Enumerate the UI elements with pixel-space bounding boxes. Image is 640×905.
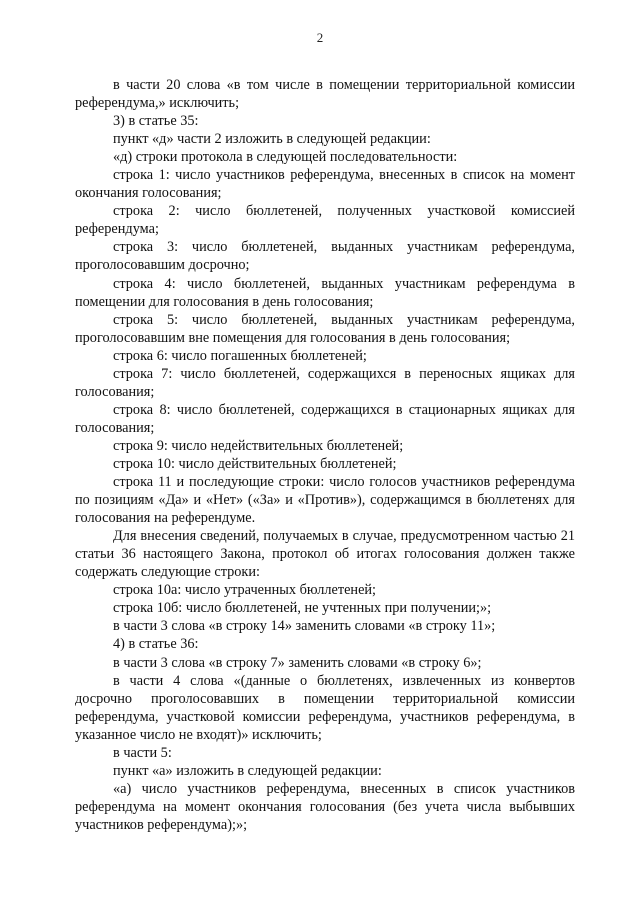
paragraph: пункт «а» изложить в следующей редакции: <box>113 762 382 779</box>
paragraph: «а) число участников референдума, внесенных в список участников референдума на момент окончания голосования (без учета числа выбывших участников референдума);»; <box>75 780 575 833</box>
paragraph: строка 4: число бюллетеней, выданных участникам референдума в помещении для голосования в день голосования; <box>75 275 575 310</box>
paragraph: строка 11 и последующие строки: число голосов участников референдума по позициям «Да» и «Нет» («За» и «Против»), содержащимся в бюллетенях для голосования на референдуме. <box>75 474 575 527</box>
paragraph: «д) строки протокола в следующей последовательности: <box>113 149 458 166</box>
paragraph: строка 3: число бюллетеней, выданных участникам референдума, проголосовавшим досрочно; <box>75 239 575 274</box>
page-number: 2 <box>316 30 324 45</box>
paragraph: Для внесения сведений, получаемых в случае, предусмотренном частью 21 статьи 36 настоящего Закона, протокол об итогах голосования должен также содержать следующие строки: <box>75 528 575 581</box>
paragraph: строка 1: число участников референдума, внесенных в список на момент окончания голосования; <box>75 167 575 202</box>
paragraph: строка 10: число действительных бюллетеней; <box>113 455 397 472</box>
paragraph: в части 3 слова «в строку 7» заменить словами «в строку 6»; <box>113 654 482 671</box>
paragraph: строка 7: число бюллетеней, содержащихся в переносных ящиках для голосования; <box>75 365 575 400</box>
document-body <box>75 76 575 834</box>
paragraph: строка 9: число недействительных бюллетеней; <box>113 437 404 454</box>
paragraph: строка 2: число бюллетеней, полученных участковой комиссией референдума; <box>75 203 575 238</box>
paragraph: в части 4 слова «(данные о бюллетенях, извлеченных из конвертов досрочно проголосовавших в помещении территориальной комиссии референдума, участковой комиссии референдума, участников референдума, в указанное число не входят)» исключить; <box>75 672 575 743</box>
paragraph: строка 10а: число утраченных бюллетеней; <box>113 582 377 599</box>
paragraph: в части 3 слова «в строку 14» заменить словами «в строку 11»; <box>113 618 496 635</box>
paragraph: 3) в статье 35: <box>113 113 199 130</box>
paragraph: строка 5: число бюллетеней, выданных участникам референдума, проголосовавшим вне помещения для голосования в день голосования; <box>75 311 575 346</box>
paragraph: строка 6: число погашенных бюллетеней; <box>113 347 367 364</box>
paragraph: пункт «д» части 2 изложить в следующей редакции: <box>113 131 431 148</box>
paragraph: 4) в статье 36: <box>113 636 199 653</box>
paragraph: в части 20 слова «в том числе в помещении территориальной комиссии референдума,» исключить; <box>75 77 575 112</box>
paragraph: строка 10б: число бюллетеней, не учтенных при получении;»; <box>113 600 492 617</box>
paragraph: в части 5: <box>113 744 172 761</box>
paragraph: строка 8: число бюллетеней, содержащихся в стационарных ящиках для голосования; <box>75 401 575 436</box>
